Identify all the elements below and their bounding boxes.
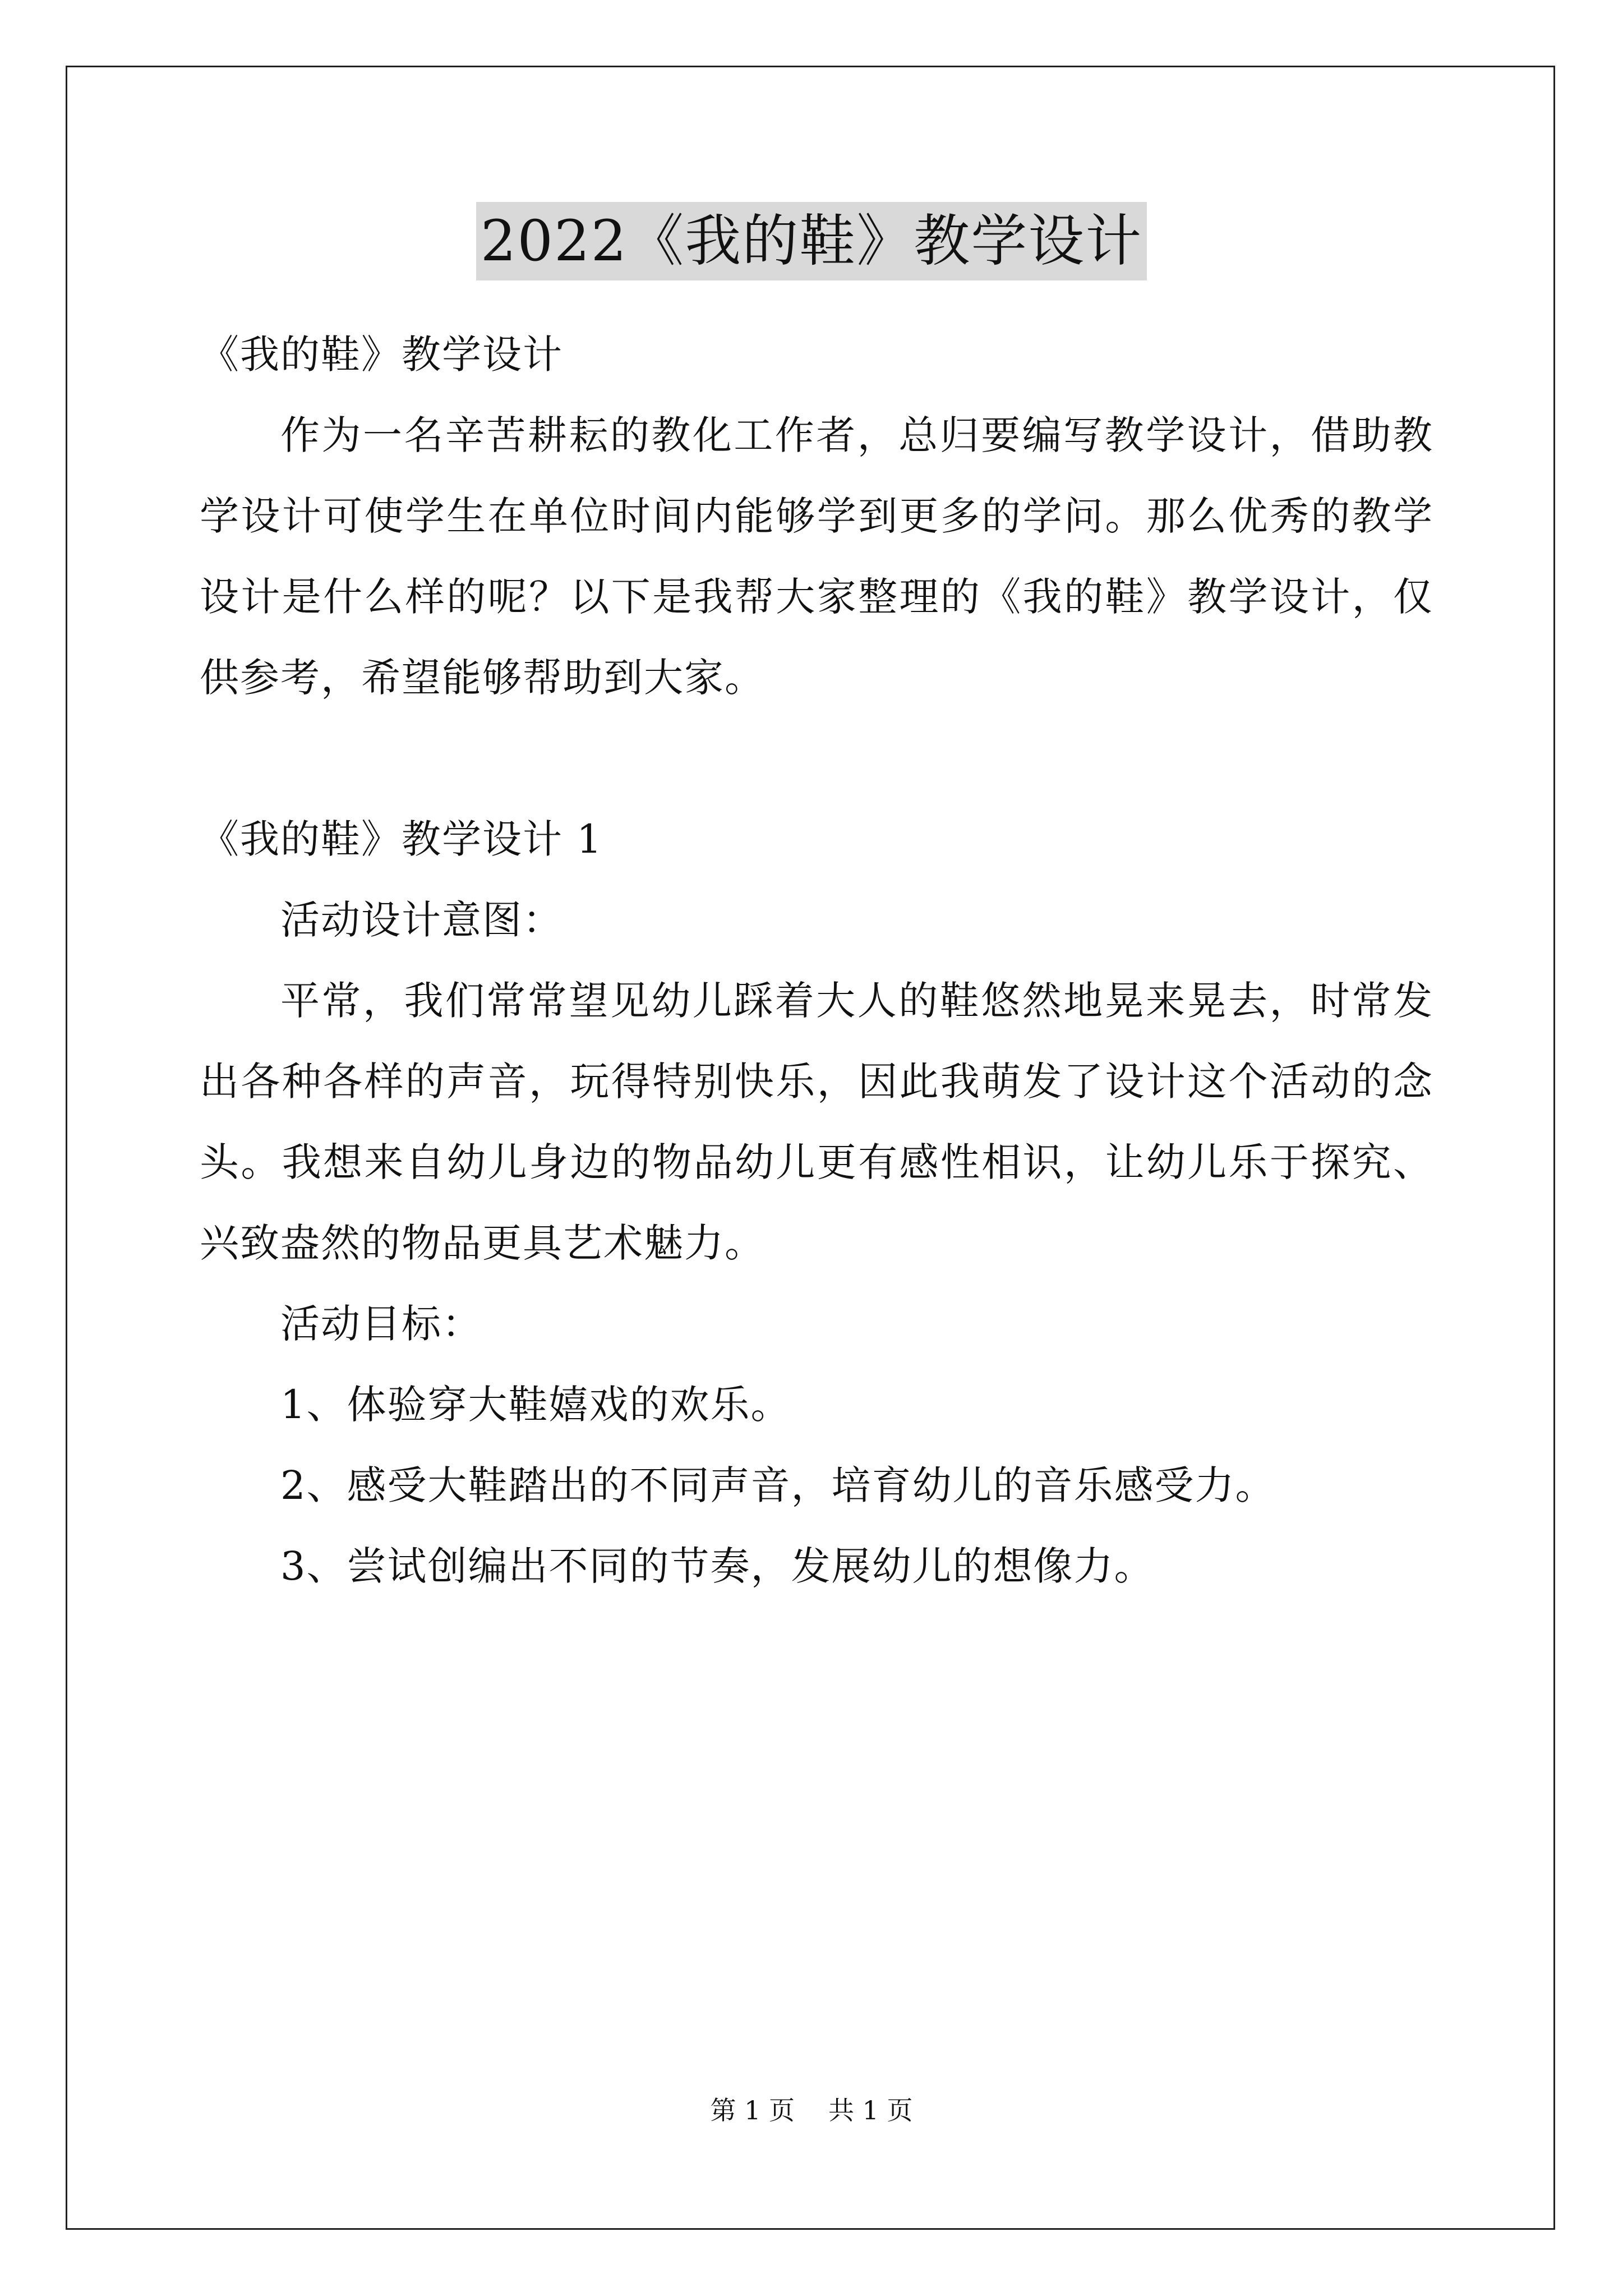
goal-item: 2、感受大鞋踏出的不同声音，培育幼儿的音乐感受力。: [280, 1462, 1276, 1508]
intent-paragraph: 平常，我们常常望见幼儿踩着大人的鞋悠然地晃来晃去，时常发出各种各样的声音，玩得特别快乐，因此我萌发了设计这个活动的念头。我想来自幼儿身边的物品幼儿更有感性相识，让幼儿乐于探究、兴致盎然的物品更具艺术魅力。: [200, 978, 1433, 1266]
page-total: 共 1 页: [828, 2095, 913, 2125]
intro-paragraph: 作为一名辛苦耕耘的教化工作者，总归要编写教学设计，借助教学设计可使学生在单位时间内能够学到更多的学问。那么优秀的教学设计是什么样的呢？以下是我帮大家整理的《我的鞋》教学设计，仅供参考，希望能够帮助到大家。: [200, 412, 1433, 701]
page-footer: [0, 2093, 1623, 2127]
subtitle: 《我的鞋》教学设计: [200, 332, 563, 378]
goals-label: 活动目标：: [280, 1301, 482, 1347]
goal-item: 1、体验穿大鞋嬉戏的欢乐。: [280, 1382, 791, 1428]
document-body: [200, 314, 1433, 1607]
goal-item: 3、尝试创编出不同的节奏，发展幼儿的想像力。: [280, 1543, 1155, 1589]
section-heading: 《我的鞋》教学设计 1: [200, 816, 603, 862]
intent-label: 活动设计意图：: [280, 897, 563, 943]
title-container: [0, 202, 1623, 280]
document-title: 2022《我的鞋》教学设计: [476, 202, 1147, 280]
page-number: 第 1 页: [710, 2095, 795, 2125]
